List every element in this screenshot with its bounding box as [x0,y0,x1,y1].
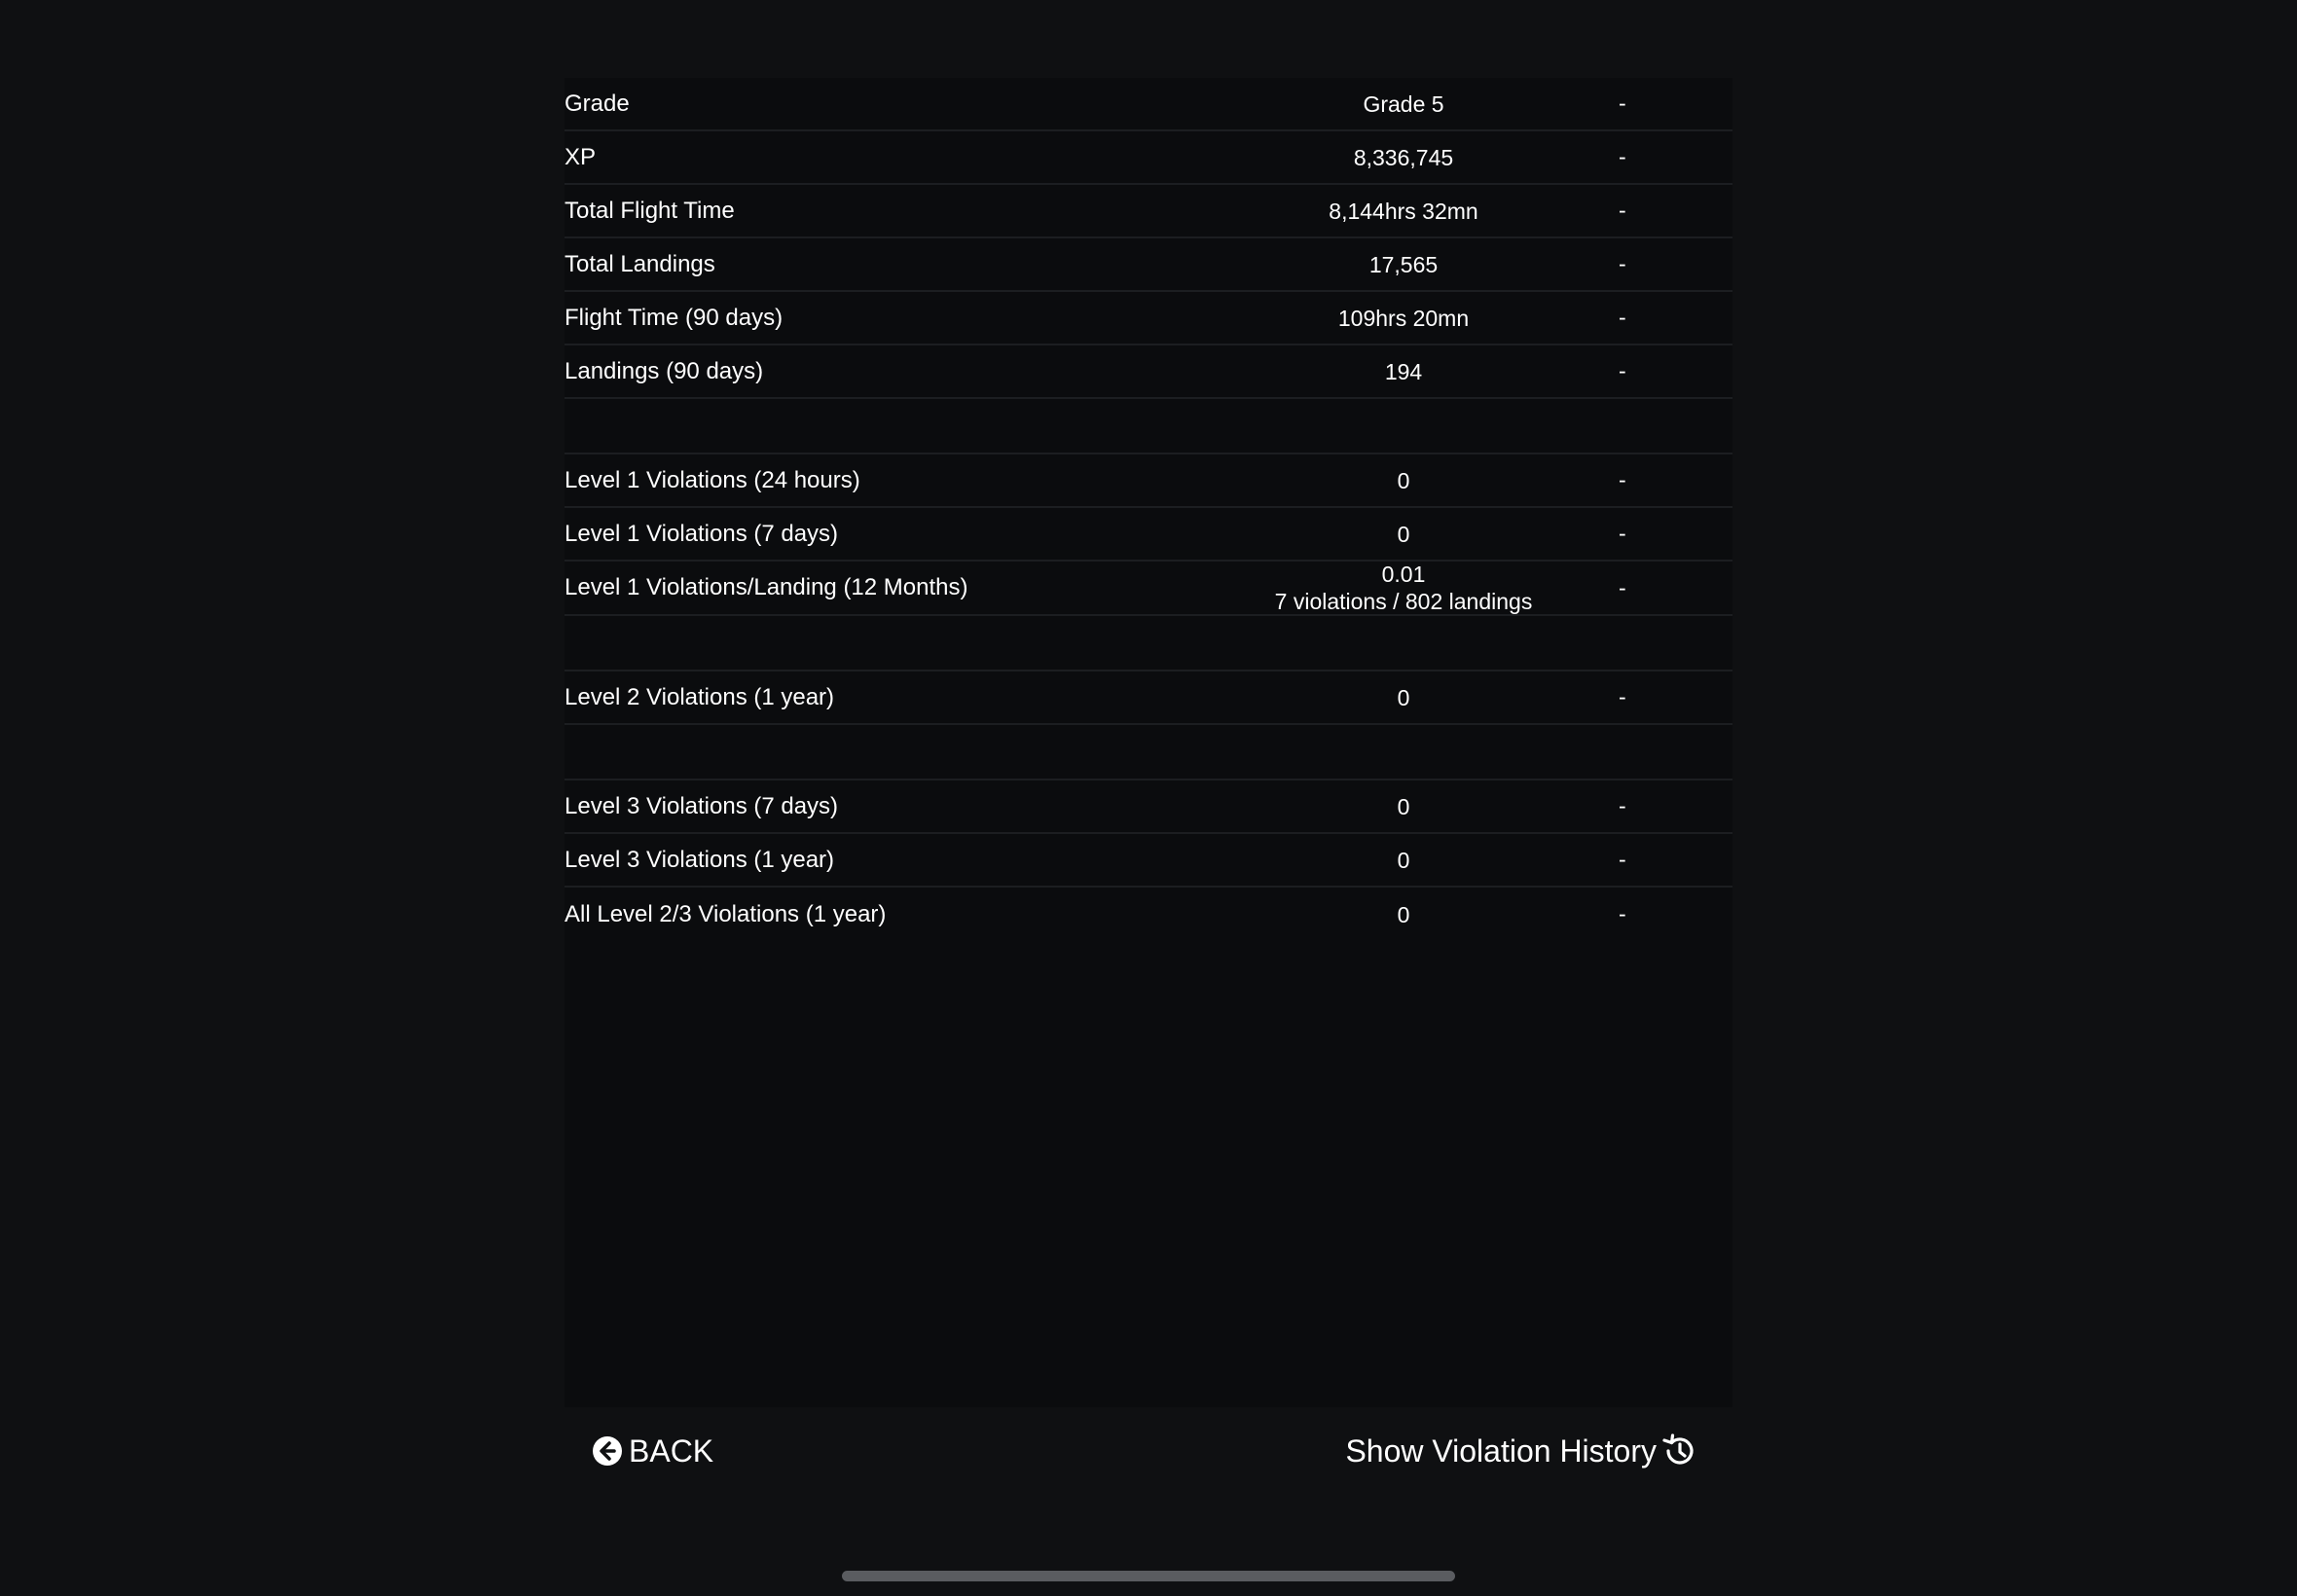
row-extra: - [1619,358,1626,383]
row-extra: - [1619,521,1626,546]
table-row [565,834,1732,888]
row-value-secondary: 7 violations / 802 landings [1274,589,1533,614]
table-row [565,671,1732,725]
table-row [565,185,1732,238]
row-label: Level 3 Violations (7 days) [565,792,839,819]
back-button[interactable] [592,1429,713,1473]
row-label: Level 1 Violations (24 hours) [565,466,860,493]
row-extra: - [1619,901,1626,926]
arrow-circle-left-icon [592,1435,623,1467]
table-row [565,238,1732,292]
row-extra: - [1619,305,1626,330]
row-value: 0 [1397,521,1410,547]
table-row [565,888,1732,941]
row-extra: - [1619,574,1626,600]
table-spacer-row [565,725,1732,780]
row-label: XP [565,143,597,170]
row-label: Flight Time (90 days) [565,304,784,331]
row-extra: - [1619,847,1626,872]
history-button-label: Show Violation History [1345,1433,1657,1469]
table-spacer-row [565,616,1732,671]
row-extra: - [1619,198,1626,223]
table-row [565,780,1732,834]
row-value: 0 [1397,847,1410,873]
row-label: Landings (90 days) [565,357,764,384]
row-extra: - [1619,251,1626,276]
table-row [565,131,1732,185]
row-label: Level 3 Violations (1 year) [565,846,835,873]
table-row [565,78,1732,131]
row-label: Level 1 Violations (7 days) [565,520,839,547]
row-label: Level 2 Violations (1 year) [565,683,835,710]
footer-bar [565,1407,1732,1495]
row-extra: - [1619,144,1626,169]
row-value: 17,565 [1368,251,1439,277]
row-value-primary: 0.01 [1381,562,1426,587]
row-value: 0 [1397,793,1410,819]
table-row [565,292,1732,345]
row-value: 8,144hrs 32mn [1329,198,1478,224]
table-spacer-row [565,399,1732,454]
row-extra: - [1619,793,1626,818]
row-value: 0 [1397,467,1410,493]
row-value: 0 [1397,684,1410,710]
row-label: Grade [565,90,630,117]
back-button-label: BACK [629,1433,714,1469]
show-violation-history-button[interactable] [1345,1429,1697,1473]
home-indicator[interactable] [842,1571,1455,1581]
row-label: All Level 2/3 Violations (1 year) [565,900,887,927]
stats-panel [565,78,1732,1407]
row-value: 109hrs 20mn [1337,305,1470,331]
row-extra: - [1619,91,1626,116]
table-row [565,562,1732,616]
row-extra: - [1619,467,1626,492]
row-value [1275,562,1533,614]
row-value: 194 [1384,358,1423,384]
stats-table [565,78,1732,941]
row-extra: - [1619,684,1626,709]
row-value: 8,336,745 [1353,144,1454,170]
table-row [565,508,1732,562]
table-row [565,454,1732,508]
row-label: Total Flight Time [565,197,735,224]
row-label: Level 1 Violations/Landing (12 Months) [565,574,968,600]
row-value: 0 [1397,901,1410,927]
row-value: Grade 5 [1363,91,1444,117]
history-icon [1660,1433,1697,1469]
row-label: Total Landings [565,250,715,277]
table-row [565,345,1732,399]
